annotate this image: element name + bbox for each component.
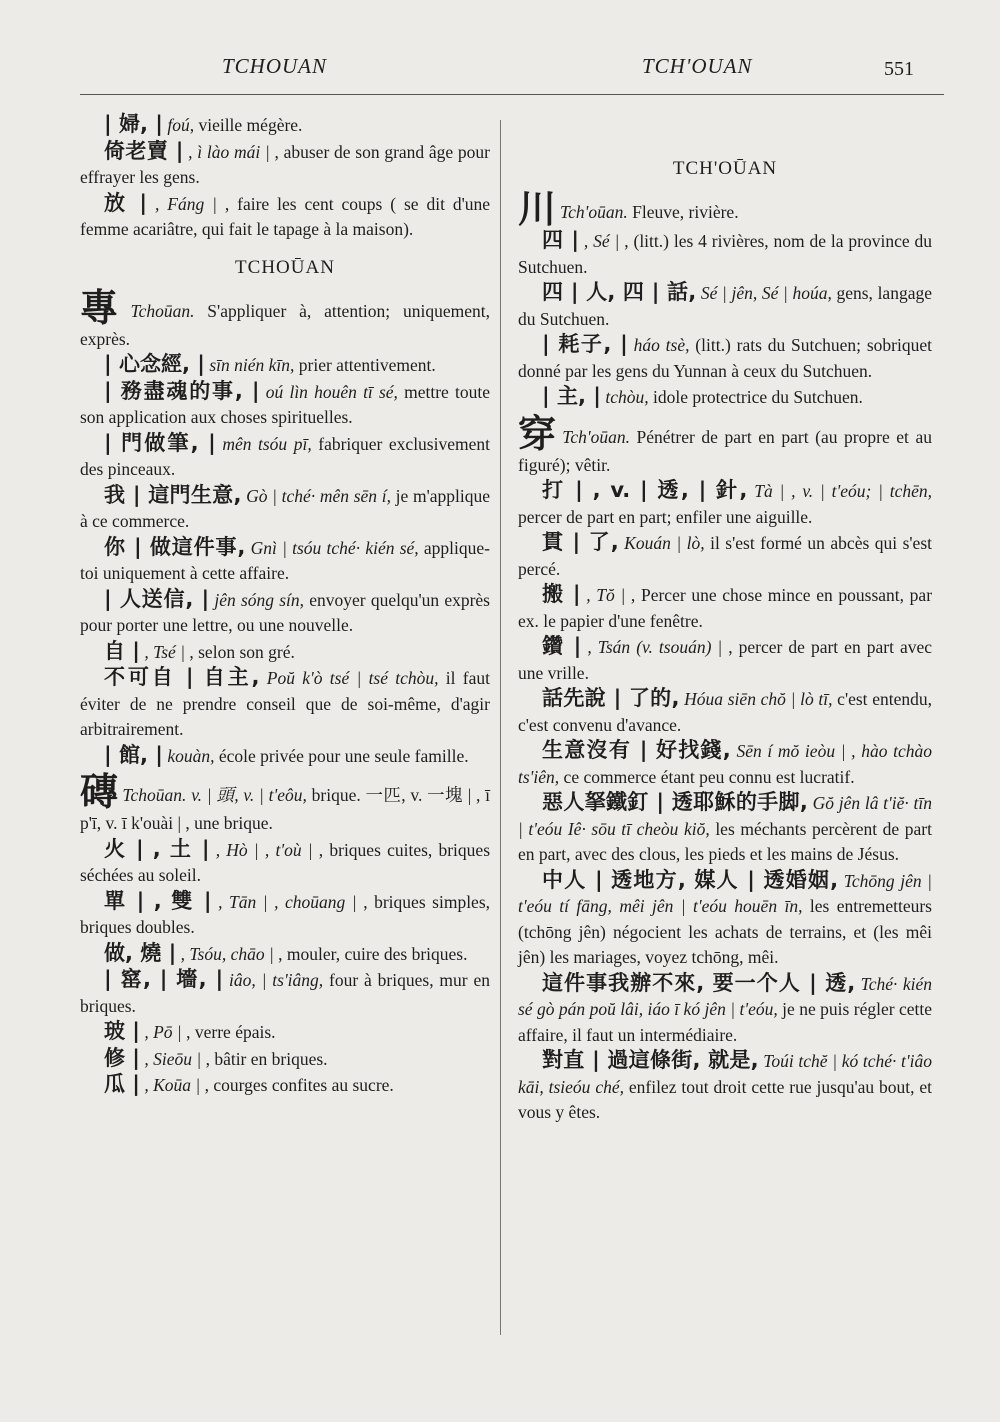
headword-entry — [518, 411, 932, 479]
chinese-phrase: 自 | — [104, 638, 140, 663]
right-column — [518, 158, 932, 1126]
definition-text: four à briques, mur en briques. — [80, 970, 490, 1016]
definition-text: c'est entendu, c'est convenu d'avance. — [518, 689, 932, 735]
romanization: Gò | tché· mên sēn í, — [246, 485, 391, 506]
definition-text: , Percer une chose mince en poussant, par ex. le papier d'une fenêtre. — [518, 585, 933, 631]
definition-text: , selon son gré. — [185, 641, 295, 662]
header-rule — [80, 94, 944, 95]
running-head-right: TCH'OUAN — [642, 54, 753, 78]
dictionary-entry — [80, 431, 490, 483]
definition-text: percer de part en part; enfiler une aiguille. — [518, 506, 813, 527]
dictionary-entry — [80, 483, 490, 535]
headword-character: 磚 — [80, 770, 119, 814]
definition-text: , faire les cent coups ( se dit d'une femme acariâtre, qui fait le tapage à la maison). — [80, 193, 491, 239]
dictionary-entry — [518, 530, 932, 582]
section-heading: TCHOŪAN — [235, 256, 335, 278]
headword-entry — [80, 770, 490, 837]
dictionary-entry — [518, 1048, 932, 1126]
chinese-phrase: 玻 | — [104, 1019, 140, 1043]
headword-entry — [80, 285, 490, 353]
dictionary-entry — [518, 868, 932, 971]
definition-text: je m'applique à ce commerce. — [80, 485, 490, 531]
romanization: Tch'oūan. — [560, 202, 628, 222]
dictionary-entry — [80, 587, 490, 639]
dictionary-entry — [80, 639, 490, 666]
romanization: , Tān | , choūang | — [218, 891, 357, 912]
romanization: , Tsán (v. tsouán) | — [587, 637, 723, 657]
definition-text: , bâtir en briques. — [201, 1048, 328, 1069]
definition-text: , percer de part en part avec une vrille. — [518, 637, 933, 683]
definition-text: brique. 一匹, v. 一塊 | , ī p'ī, v. ī k'ouài | , une brique. — [80, 785, 490, 833]
definition-text: gens, langage du Sutchuen. — [518, 283, 932, 329]
dictionary-entry — [80, 112, 490, 139]
definition-text: ce commerce étant peu connu est lucratif. — [559, 766, 855, 787]
romanization: , Koūa | — [144, 1075, 201, 1095]
chinese-phrase: 修 | — [104, 1045, 140, 1070]
romanization: Tchoūan. — [130, 300, 195, 321]
chinese-phrase: | 窰, | 墻, | — [104, 967, 224, 991]
chinese-phrase: 我 | 這門生意, — [104, 482, 242, 507]
chinese-phrase: | 務盡魂的事, | — [104, 378, 260, 403]
dictionary-entry — [80, 1019, 490, 1046]
dictionary-entry — [80, 1046, 490, 1073]
romanization: Sēn í mŏ ieòu | , hào tchào ts'iên, — [518, 741, 932, 787]
definition-text: les entremetteurs (tchōng jên) négocient les achats de terrains, et (les mêi jên) les mariages, voyez tchōng, mêi. — [518, 896, 932, 967]
chinese-phrase: 四 | 人, 四 | 話, — [542, 280, 697, 304]
dictionary-entry — [518, 686, 932, 738]
chinese-phrase: 鑽 | — [542, 634, 582, 658]
romanization: , Tsé | — [144, 641, 185, 662]
headword-character: 穿 — [518, 411, 559, 456]
dictionary-entry — [518, 634, 932, 686]
definition-text: les méchants percèrent de part en part, avec des clous, les pieds et les mains de Jésus. — [518, 818, 932, 864]
romanization: Hóua siēn chŏ | lò tī, — [684, 689, 833, 709]
dictionary-entry — [80, 379, 490, 431]
definition-text: il s'est formé un abcès qui s'est percé. — [518, 533, 932, 579]
chinese-phrase: 搬 | — [542, 582, 581, 606]
romanization: , Tŏ | — [586, 585, 626, 605]
dictionary-entry — [518, 228, 932, 280]
definition-text: , abuser de son grand âge pour effrayer les gens. — [80, 141, 490, 187]
romanization: kouàn, — [167, 745, 215, 766]
definition-text: S'appliquer à, attention; uniquement, exprès. — [80, 300, 490, 349]
dictionary-entry — [80, 889, 490, 941]
dictionary-entry — [518, 280, 932, 332]
dictionary-entry — [518, 971, 932, 1049]
romanization: jên sóng sín, — [214, 589, 305, 610]
dictionary-entry — [80, 535, 490, 587]
definition-text: prier attentivement. — [294, 355, 436, 375]
left-column — [80, 112, 490, 1099]
chinese-phrase: | 耗子, | — [542, 332, 628, 356]
romanization: háo tsè, — [633, 335, 690, 355]
romanization: Tchōng jên | t'eóu tí fāng, mêi jên | t'eóu houēn īn, — [518, 870, 932, 916]
definition-text: , verre épais. — [181, 1022, 276, 1042]
definition-text: , mouler, cuire des briques. — [273, 943, 468, 964]
definition-text: fabriquer exclusivement des pinceaux. — [80, 433, 490, 479]
dictionary-entry — [518, 478, 932, 530]
chinese-phrase: 對直 | 過這條街, 就是, — [542, 1048, 759, 1072]
dictionary-entry — [518, 582, 932, 634]
chinese-phrase: 打 | , v. | 透, | 針, — [542, 478, 748, 502]
definition-text: , courges confites au sucre. — [200, 1075, 394, 1095]
chinese-phrase: 做, 燒 | — [104, 940, 177, 965]
romanization: , ì lào mái | — [188, 141, 270, 162]
romanization: foú, — [167, 115, 195, 135]
romanization: Sé | jên, Sé | hoúa, — [700, 283, 832, 303]
romanization: mên tsóu pī, — [222, 433, 312, 454]
definition-text: , briques simples, briques doubles. — [80, 891, 491, 937]
definition-text: idole protectrice du Sutchuen. — [648, 387, 863, 407]
romanization: , Sieōu | — [144, 1048, 202, 1069]
romanization: sīn nién kīn, — [209, 355, 295, 375]
page-number: 551 — [884, 58, 914, 80]
chinese-phrase: 中人 | 透地方, 媒人 | 透婚姻, — [542, 867, 839, 892]
chinese-phrase: 生意沒有 | 好找錢, — [542, 738, 731, 762]
column-divider — [500, 120, 501, 1335]
romanization: , Pō | — [144, 1022, 182, 1042]
dictionary-entry — [80, 967, 490, 1019]
running-head-left: TCHOUAN — [222, 54, 328, 78]
dictionary-entry — [80, 1072, 490, 1099]
romanization: Gŏ jên lâ t'iĕ· tīn | t'eóu Iê· sōu tī cheòu kiŏ, — [518, 793, 932, 839]
chinese-phrase: 貫 | 了, — [542, 530, 619, 554]
chinese-phrase: | 心念經, | — [104, 352, 205, 376]
chinese-phrase: | 館, | — [104, 742, 163, 767]
definition-text: , (litt.) les 4 rivières, nom de la province du Sutchuen. — [518, 231, 933, 277]
chinese-phrase: 這件事我辦不來, 要一个人 | 透, — [542, 970, 856, 995]
romanization: tchòu, — [605, 387, 649, 407]
romanization: Gnì | tsóu tché· kién sé, — [250, 537, 419, 558]
definition-text: envoyer quelqu'un exprès pour porter une lettre, ou une nouvelle. — [80, 589, 490, 635]
romanization: Tch'oūan. — [562, 426, 630, 447]
headword-character: 專 — [80, 285, 127, 330]
chinese-phrase: 四 | — [542, 228, 579, 252]
dictionary-entry — [80, 941, 490, 968]
dictionary-entry — [518, 384, 932, 411]
definition-text: il faut éviter de ne prendre conseil que de soi-même, d'agir arbitrairement. — [80, 668, 490, 739]
definition-text: vieille mégère. — [194, 115, 303, 135]
romanization: , Hò | , t'où | — [215, 839, 313, 860]
definition-text: je ne puis régler cette affaire, il faut un intermédiaire. — [518, 999, 932, 1045]
romanization: Kouán | lò, — [624, 533, 705, 553]
chinese-phrase: 單 | , 雙 | — [104, 888, 212, 913]
headword-entry — [518, 187, 932, 231]
chinese-phrase: 你 | 做這件事, — [104, 534, 246, 559]
definition-text: école privée pour une seule famille. — [214, 745, 469, 766]
headword-character: 川 — [518, 187, 557, 231]
romanization: , Tsóu, chāo | — [180, 943, 274, 964]
definition-text: , briques cuites, briques séchées au soleil. — [80, 839, 490, 885]
chinese-phrase: 瓜 | — [104, 1072, 140, 1096]
romanization: , Fáng | — [154, 193, 217, 214]
romanization: Toúi tchĕ | kó tché· t'iâo kāi, tsieóu ché, — [518, 1051, 933, 1097]
section-heading: TCH'OŪAN — [672, 158, 778, 179]
chinese-phrase: | 婦, | — [104, 112, 163, 136]
dictionary-entry — [518, 790, 932, 868]
definition-text: Pénétrer de part en part (au propre et au figuré); vêtir. — [518, 426, 932, 475]
romanization: Tchoūan. v. | 頭, v. | t'eôu, — [122, 785, 307, 805]
romanization: Tà | , v. | t'eóu; | tchēn, — [754, 481, 933, 501]
romanization: iâo, | ts'iâng, — [229, 970, 324, 990]
dictionary-entry — [80, 743, 490, 770]
definition-text: enfilez tout droit cette rue jusqu'au bout, et vous y êtes. — [518, 1076, 932, 1122]
chinese-phrase: | 主, | — [542, 384, 601, 408]
chinese-phrase: | 人送信, | — [104, 586, 210, 611]
definition-text: applique-toi uniquement à cette affaire. — [80, 537, 491, 583]
chinese-phrase: 放 | — [104, 190, 148, 215]
romanization: Poŭ k'ò tsé | tsé tchòu, — [266, 668, 439, 688]
dictionary-entry — [518, 332, 932, 384]
chinese-phrase: 惡人拏鐵釘 | 透耶穌的手脚, — [542, 790, 808, 814]
chinese-phrase: 倚老賣 | — [104, 138, 184, 163]
chinese-phrase: | 門做筆, | — [104, 430, 216, 455]
definition-text: mettre toute son application aux choses spirituelles. — [80, 381, 490, 427]
romanization: Tché· kién sé gò pán poŭ lâi, iáo ī kó jên | t'eóu, — [518, 973, 932, 1019]
dictionary-entry — [80, 139, 490, 191]
dictionary-entry — [80, 665, 490, 743]
definition-text: Fleuve, rivière. — [627, 202, 739, 222]
dictionary-entry — [518, 738, 932, 790]
dictionary-entry — [80, 352, 490, 379]
romanization: , Sé | — [583, 231, 620, 251]
chinese-phrase: 話先說 | 了的, — [542, 686, 680, 710]
dictionary-entry — [80, 191, 490, 243]
romanization: oú lìn houên tī sé, — [265, 381, 398, 402]
chinese-phrase: 火 | , 土 | — [104, 836, 210, 861]
dictionary-entry — [80, 837, 490, 889]
definition-text: (litt.) rats du Sutchuen; sobriquet donné par les gens du Yunnan à ceux du Sutchuen. — [518, 335, 932, 381]
chinese-phrase: 不可自 | 自主, — [104, 665, 260, 689]
